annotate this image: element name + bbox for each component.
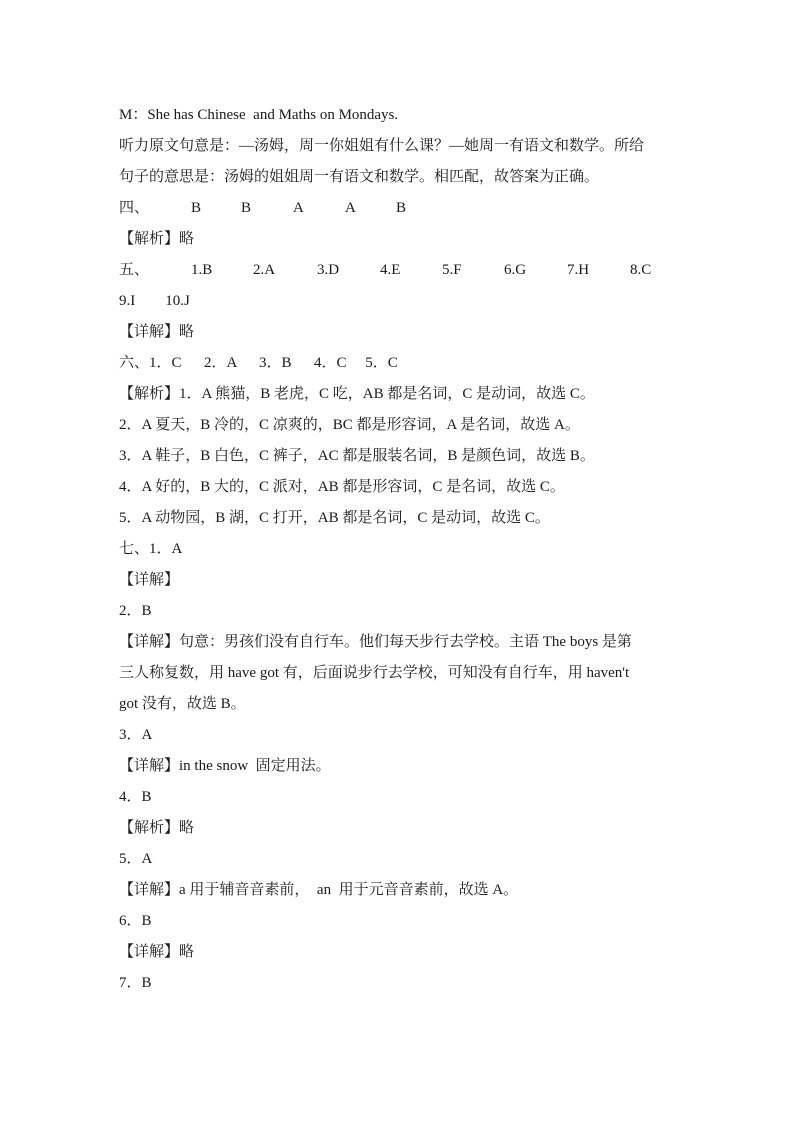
analysis-heading: 【解析】略 [119,231,195,247]
answer-line: 2．B [119,603,152,619]
section-4-answers [119,198,419,218]
detail-line: 【详解】a 用于辅音音素前， an 用于元音音素前，故选 A。 [119,882,519,898]
section-5-answer: 4.E [380,262,401,278]
section-5-answer: 8.C [630,262,652,278]
section-5-answer: 1.B [191,262,213,278]
section-4-label: 四、 [119,200,150,216]
section-5-answer: 2.A [253,262,276,278]
answer-line-2: 听力原文句意是：—汤姆，周一你姐姐有什么课？—她周一有语文和数学。所给 [119,138,645,154]
section-5-answer: 5.F [442,262,462,278]
analysis-line: 2．A 夏天，B 冷的，C 凉爽的，BC 都是形容词，A 是名词，故选 A。 [119,417,580,433]
section-7-heading: 七、1．A [119,541,183,557]
answer-line: 3．A [119,727,153,743]
section-5-answer: 6.G [504,262,527,278]
section-5-answers [119,260,679,280]
answer-line-7: 9.I 10.J [119,293,190,309]
section-4-answer: B [396,200,407,216]
detail-heading: 【详解】略 [119,324,195,340]
analysis-line: 4．A 好的，B 大的，C 派对，AB 都是形容词，C 是名词，故选 C。 [119,479,565,495]
analysis-line: 5．A 动物园，B 湖，C 打开，AB 都是名词，C 是动词，故选 C。 [119,510,550,526]
detail-line: got 没有，故选 B。 [119,696,246,712]
answer-line-1: M：She has Chinese and Maths on Mondays. [119,107,399,123]
analysis-line: 3．A 鞋子，B 白色，C 裤子，AC 都是服装名词，B 是颜色词，故选 B。 [119,448,595,464]
section-4-answer: B [191,200,202,216]
section-4-answer: A [293,200,304,216]
detail-heading: 【详解】 [119,572,180,588]
section-4-answer: B [241,200,252,216]
detail-line: 【详解】句意：男孩们没有自行车。他们每天步行去学校。主语 The boys 是第 [119,634,632,650]
answer-line: 5．A [119,851,153,867]
section-5-answer: 3.D [317,262,340,278]
detail-heading: 【详解】略 [119,944,195,960]
section-5-label: 五、 [119,262,150,278]
section-4-answer: A [345,200,356,216]
answer-line: 4．B [119,789,152,805]
detail-line: 【详解】in the snow 固定用法。 [119,758,331,774]
section-5-answer: 7.H [567,262,590,278]
section-6-answers: 六、1．C 2．A 3．B 4．C 5．C [119,355,398,371]
answer-line-3: 句子的意思是：汤姆的姐姐周一有语文和数学。相匹配，故答案为正确。 [119,169,600,185]
answer-line: 6．B [119,913,152,929]
answer-line: 7．B [119,975,152,991]
detail-line: 三人称复数，用 have got 有，后面说步行去学校，可知没有自行车，用 haven't [119,665,630,681]
analysis-heading: 【解析】略 [119,820,195,836]
analysis-line: 【解析】1．A 熊猫，B 老虎，C 吃，AB 都是名词，C 是动词，故选 C。 [119,386,595,402]
